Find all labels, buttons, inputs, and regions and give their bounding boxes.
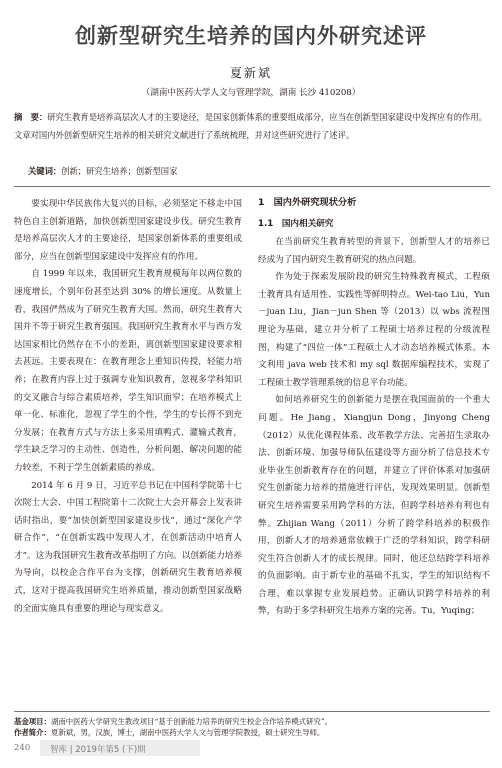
footnote-divider bbox=[14, 711, 490, 712]
body-paragraph: 在当前研究生教育转型的背景下，创新型人才的培养已经成为了国内研究生教育研究的热点问题。 bbox=[258, 237, 490, 265]
right-column bbox=[258, 196, 490, 621]
header-divider bbox=[14, 186, 490, 187]
page-number: 240 bbox=[14, 743, 31, 753]
left-column bbox=[14, 196, 242, 618]
abstract-label: 摘 要： bbox=[14, 112, 48, 122]
paper-title: 创新型研究生培养的国内外研究述评 bbox=[75, 24, 427, 48]
fund-note bbox=[14, 716, 490, 727]
keywords-label: 关键词： bbox=[28, 166, 62, 176]
keywords bbox=[28, 165, 488, 177]
body-paragraph: 2014 年 6 月 9 日，习近平总书记在中国科学院第十七次院士大会、中国工程院第十二次院士大会开幕会上发表讲话时指出，要“加快创新型国家建设步伐”，通过“深化产学研合作”，“在创新实践中发现人才，在创新活动中培育人才”。这为我国研究生教育改革指明了方向。以创新能力培养为导向，以校企合作平台为支撑，创新研究生教育培养模式，这对于提高我国研究生培养质量，推动创新型国家战略的全面实施具有重要的理论与现实意义。 bbox=[14, 480, 242, 614]
body-paragraph: 要实现中华民族伟大复兴的目标，必须坚定不移走中国特色自主创新道路，加快创新型国家建设步伐。研究生教育是培养高层次人才的主要途径，是国家创新体系的重要组成部分，应当在创新型国家建设中发挥应有的作用。 bbox=[14, 199, 242, 262]
footnote bbox=[14, 716, 490, 738]
author-bio bbox=[14, 727, 490, 738]
body-paragraph: 作为处于探索发展阶段的研究生特殊教育模式，工程硕士教育具有适用性、实践性等鲜明特点。Wei-tao Liu，Yun－juan Liu，Jian－jun Shen 等（2013）以 wbs 流程图理论为基础，建立并分析了工程硕士培养过程的分级流程图，构建了“四位一体”工程硕士人才动态培养模式体系。本文利用 java web 技术和 my sql 数据库编程技术，实现了工程硕士教学管理系统的信息平台功能。 bbox=[258, 272, 490, 388]
abstract-text: 研究生教育是培养高层次人才的主要途径，是国家创新体系的重要组成部分，应当在创新型国家建设中发挥应有的作用。文章对国内外创新型研究生培养的相关研究文献进行了系统梳理，并对这些研究进行了述评。 bbox=[14, 112, 487, 140]
author-bio-text: 夏新斌，男，汉族，博士，湖南中医药大学人文与管理学院教授，硕士研究生导师。 bbox=[50, 728, 325, 737]
fund-label: 基金项目： bbox=[14, 717, 51, 726]
subsection-heading: 1.1 国内相关研究 bbox=[258, 219, 334, 229]
fund-text: 湖南中医药大学研究生教改项目“基于创新能力培养的研究生校企合作培养模式研究”。 bbox=[50, 717, 332, 726]
journal-issue: 智库 | 2019年第5 (下)期 bbox=[50, 745, 146, 755]
keywords-text: 创新；研究生培养；创新型国家 bbox=[61, 166, 178, 176]
abstract bbox=[14, 108, 490, 144]
author-affiliation: （湖南中医药大学人文与管理学院，湖南 长沙 410208） bbox=[141, 88, 361, 98]
body-paragraph: 如何培养研究生的创新能力是摆在我国面前的一个重大问题。He Jiang，Xiangjun Dong，Jinyong Cheng（2012）从优化课程体系、改革教学方法、完善招生录取办法、创新环境、加强导师队伍建设等方面分析了信息技术专业毕业生创新教育存在的问题，并建立了评价体系对加强研究生创新能力培养的措施进行评估，发现效果明显。创新型研究生培养需要采用跨学科的方法，但跨学科培养有利也有弊。Zhijian Wang（2011）分析了跨学科培养的积极作用，创新人才的培养通常依赖于广泛的学科知识，跨学科研究生符合创新人才的成长规律。同时，他还总结跨学科培养的负面影响。由于新专业的基础不扎实，学生的知识结构不合理，难以掌握专业发展趋势。正确认识跨学科培养的利弊，有助于多学科研究生培养方案的完善。Tu，Yuqing； bbox=[258, 395, 490, 617]
section-heading: 1 国内外研究现状分析 bbox=[258, 197, 357, 208]
author-name: 夏新斌 bbox=[229, 66, 272, 80]
body-paragraph: 自 1999 年以来，我国研究生教育规模每年以两位数的速度增长，个别年份甚至达到 30% 的增长速度。从数量上看，我国俨然成为了研究生教育大国。然而，研究生教育大国并不等于研究生教育强国。我国研究生教育水平与西方发达国家相比仍然存在不小的差距，离创新型国家建设要求相去甚远。主要表现在：在教育理念上重知识传授，轻能力培养；在教育内容上过于强调专业知识教育，忽视多学科知识的交叉融合与综合素质培养，学生知识面窄；在培养模式上单一化、标准化，忽视了学生的个性，学生的专长得不到充分发展；在教育方式与方法上多采用填鸭式、灌输式教育，学生缺乏学习的主动性、创造性，分析问题、解决问题的能力较差，不利于学生创新素质的养成。 bbox=[14, 269, 242, 473]
page-footer bbox=[14, 740, 490, 760]
author-bio-label: 作者简介： bbox=[14, 728, 51, 737]
